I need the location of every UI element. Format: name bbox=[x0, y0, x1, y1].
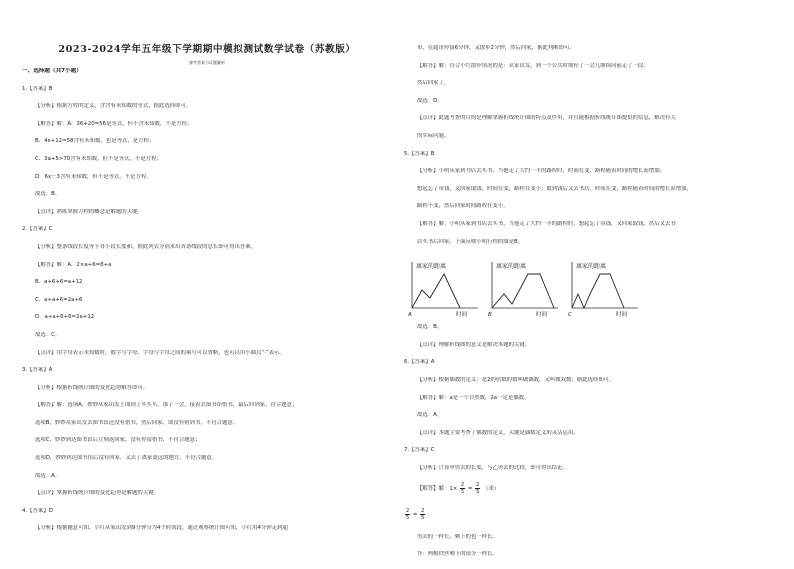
calc-unit: （米） bbox=[483, 486, 500, 493]
text-line: 【点评】本题主要考查了偶数的定义，关键是偶数定义的灵活运用。 bbox=[417, 429, 579, 436]
text-line: 【解答】解：符合小红散步情况的是：从家出发，到一个公共时期停了一会儿继续向前走了一段， bbox=[417, 62, 649, 69]
chart-option-label: B bbox=[488, 312, 492, 319]
text-line: 【分析】根据方程的定义，含含有未知数的等式，据此选择即可。 bbox=[35, 103, 192, 110]
left-column bbox=[22, 0, 392, 543]
text-line: C．a+a+6=2a+6 bbox=[35, 296, 83, 303]
numerator: 2 bbox=[476, 482, 480, 489]
page-title: 2023-2024学年五年级下学期期中模拟测试数学试卷（苏教版） bbox=[58, 44, 356, 55]
option-charts-svg bbox=[404, 256, 734, 318]
fraction-calculation bbox=[404, 482, 774, 497]
fraction-4 bbox=[420, 508, 425, 521]
text-line: 5.【答案】B bbox=[404, 150, 435, 157]
text-line: 【点评】理解折线图的意义是解决本题的关键。 bbox=[417, 341, 531, 348]
fraction-compare bbox=[404, 508, 774, 523]
numerator: 2 bbox=[421, 508, 425, 515]
text-line: 故选：A。 bbox=[35, 472, 61, 479]
text-line: 【分析】根据偶数的定义：是2的倍数的数叫做偶数，又叫做双数；据此选择即可。 bbox=[417, 376, 615, 383]
text-line: 【解答】解：A．36+20=56是等式，但不含未知数，不是方程； bbox=[35, 120, 193, 127]
chart-xlabel: 时间 bbox=[456, 312, 468, 319]
chart-title: 离家的距离 bbox=[576, 263, 607, 271]
text-line: 【点评】此题考查的目的是理解掌握折线统计图的特点及作用，并且能根据折线统计图提供的信息，解决有关 bbox=[417, 115, 676, 122]
text-line: 7.【答案】C bbox=[404, 447, 435, 454]
right-answer-text-end bbox=[404, 534, 774, 559]
text-line: 想起忘了带钱，又回家取钱，时间在变，路程在变小；取到钱后又去书店，时间在变，路程随着时间的增长而增加， bbox=[417, 185, 692, 192]
text-line: 故选：D。 bbox=[417, 97, 443, 104]
text-line: 【分析】计算甲剪去的长度，与乙剪去的比较，即可得出结论。 bbox=[417, 464, 568, 471]
distance-line bbox=[492, 274, 554, 308]
option-chart bbox=[568, 262, 638, 318]
text-line: 6.【答案】A bbox=[404, 359, 435, 366]
calc-prefix: 【解答】解：1× bbox=[417, 486, 458, 493]
text-line: 一、选择题（共7小题） bbox=[22, 68, 82, 74]
denominator: 5 bbox=[461, 489, 465, 496]
text-line: 【分析】整条线段长度等于各小段长度和，据此列式分别求出各条线段的总长即可得出答案。 bbox=[35, 243, 257, 250]
equals-sign: = bbox=[467, 486, 473, 493]
text-line: 【解答】解：选项A，妙妙从家出发上图到了买买买，那了一会，接着去图书馆借书，最后回到家，符合题意； bbox=[35, 402, 298, 409]
fraction-2 bbox=[475, 482, 480, 495]
fraction-1 bbox=[460, 482, 465, 495]
chart-option-label: C bbox=[568, 312, 572, 319]
equals-sign: = bbox=[412, 512, 418, 519]
option-chart bbox=[407, 262, 478, 318]
left-answer-text bbox=[22, 68, 392, 532]
right-answer-text-top bbox=[404, 45, 774, 246]
text-line: 【解答】解：A．2×a+6=8+a bbox=[35, 261, 112, 268]
text-line: B．4x+12=58含有未知数，也是等式，是方程； bbox=[35, 138, 155, 145]
numerator: 2 bbox=[461, 482, 465, 489]
text-line: 【点评】用字母表示未知数时，数字与字母、字母与字母之间的乘号可以省略，也可以用小圆点“·”表示。 bbox=[35, 349, 285, 356]
text-line: 选项D，妙妙到达图书馆后没有回家，又去了离家更远的地方，不符合题意。 bbox=[35, 455, 218, 462]
text-line: 答：两根铁丝剩下的部分一样长。 bbox=[417, 551, 498, 558]
denominator: 5 bbox=[406, 515, 410, 522]
page-subtitle: 参考答案与试题解析 bbox=[189, 60, 225, 65]
chart-title: 离家的距离 bbox=[496, 263, 527, 271]
distance-line bbox=[412, 274, 460, 308]
chart-xlabel: 时间 bbox=[536, 312, 548, 319]
option-chart bbox=[488, 262, 558, 318]
text-line: 故选：A。 bbox=[417, 412, 443, 419]
text-line: D．6x－3含有未知数，但不是等式，不是方程。 bbox=[35, 173, 152, 180]
text-line: 店买书后回家，下面反映小明行程的图是B。 bbox=[417, 238, 524, 245]
text-line: 【解答】解：a是一个自然数，2a一定是偶数。 bbox=[417, 394, 530, 401]
text-line: 市，在超市停留6分钟，又散步2分钟，然后回家，据此判断即可。 bbox=[417, 45, 575, 51]
chart-title: 离家的距离 bbox=[416, 263, 447, 271]
text-line: 【解答】解：小明从家到书店去买书，当他走了大约一半的路程时，想起忘了带钱，又回家取钱，然后又去书 bbox=[417, 220, 676, 227]
text-line: 路程不变，然后回家时间路程在变小。 bbox=[417, 203, 509, 210]
text-line: 剪去的一样长，剩下的也一样长。 bbox=[417, 533, 498, 540]
text-line: 【点评】熟练掌握方程的概念是解题的关键。 bbox=[35, 208, 143, 215]
text-line: B．a+6+6=a+12 bbox=[35, 279, 83, 286]
distance-charts bbox=[404, 256, 774, 318]
fraction-3 bbox=[405, 508, 410, 521]
chart-xlabel: 时间 bbox=[616, 312, 628, 319]
text-line: D．a+a+6+6=2a+12 bbox=[35, 314, 95, 321]
text-line: 2.【答案】C bbox=[22, 226, 53, 233]
text-line: C．3a+5>70含有未知数，但不是等式，不是方程； bbox=[35, 155, 162, 162]
text-line: 的实际问题。 bbox=[417, 132, 450, 139]
text-line: 【分析】根据题意可知，小红从家出发到9分钟分为4个时间段，通过观察统计图可知，小红用4分钟走到超 bbox=[35, 525, 288, 532]
text-line: 【分析】根据折线统计图的变化趋势解答即可。 bbox=[35, 384, 149, 391]
text-line: 4.【答案】D bbox=[22, 507, 53, 514]
distance-line bbox=[572, 274, 624, 308]
text-line: 【分析】小明从家到书店去买书，当他走了大约一半的路程时，时间在变，路程随着时间的增长而增加； bbox=[417, 168, 665, 175]
text-line: 故选：B。 bbox=[417, 324, 443, 331]
numerator: 2 bbox=[406, 508, 410, 515]
text-line: 选项B，妙妙从家出发去图书馆还没有借书，然后回家，即没有借到书，不符合题意； bbox=[35, 419, 239, 426]
text-line: 然后回家了。 bbox=[417, 80, 450, 87]
right-answer-text-bottom bbox=[404, 324, 774, 472]
text-line: 选项C，妙妙到达图书馆后立刻返回家，没有停留借书，不符合题意； bbox=[35, 437, 201, 444]
chart-option-label: A bbox=[408, 312, 412, 319]
text-line: 故选：B。 bbox=[35, 191, 61, 198]
right-column bbox=[404, 0, 774, 569]
denominator: 5 bbox=[421, 515, 425, 522]
denominator: 5 bbox=[476, 489, 480, 496]
text-line: 1.【答案】B bbox=[22, 85, 53, 92]
text-line: 【点评】掌握折线统计图的变化趋势是解题的关键。 bbox=[35, 490, 159, 497]
text-line: 3.【答案】A bbox=[22, 367, 53, 374]
text-line: 故选：C。 bbox=[35, 331, 61, 338]
